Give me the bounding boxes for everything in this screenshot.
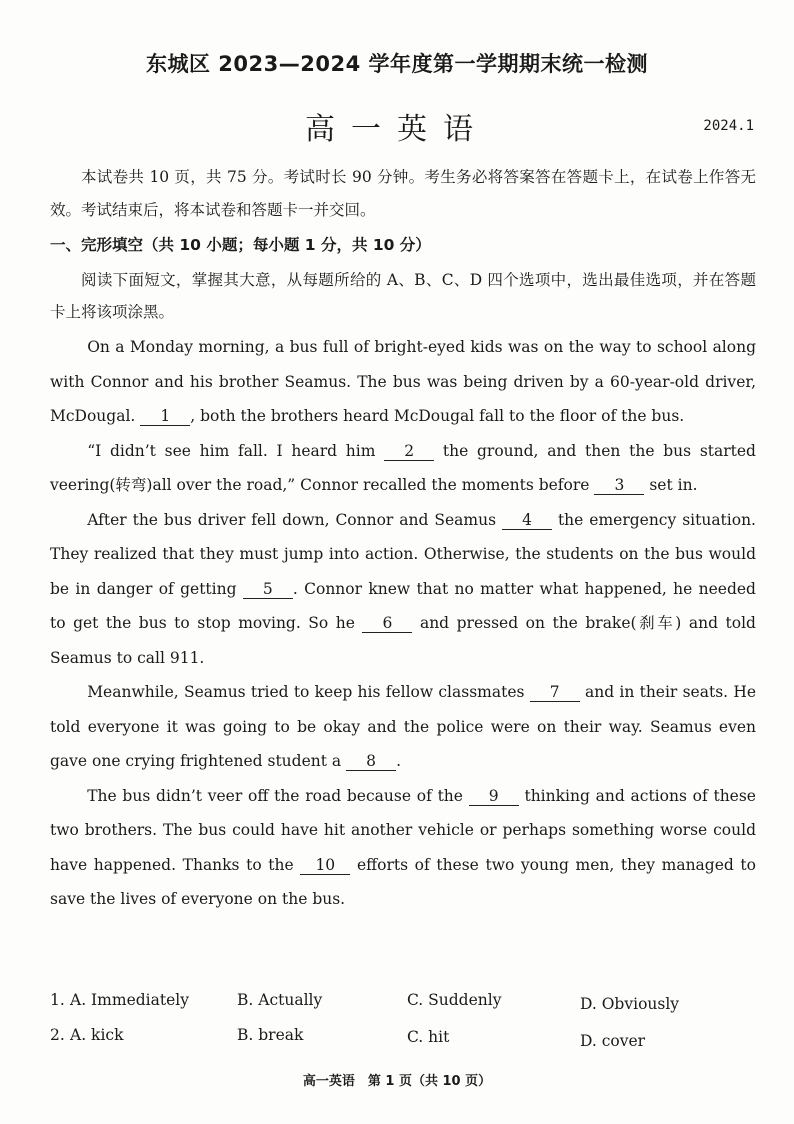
exam-instructions: 本试卷共 10 页，共 75 分。考试时长 90 分钟。考生务必将答案答在答题卡上，在试卷上作答无效。考试结束后，将本试卷和答题卡一并交回。 xyxy=(50,168,756,219)
passage-text: On a Monday morning, a bus full of bright-eyed kids was on the way to school along with Connor and his brother Seamus. The bus was being driven by a 60-year-old driver, McDougal. xyxy=(50,338,756,425)
blank-4: 4 xyxy=(502,511,552,530)
blank-2: 2 xyxy=(384,442,434,461)
subject-title: 高一英语 xyxy=(305,112,489,147)
question-number: 1. xyxy=(50,991,65,1009)
blank-3: 3 xyxy=(594,476,644,495)
passage-paragraph xyxy=(50,503,756,676)
option-c: C. Suddenly xyxy=(407,991,502,1009)
passage-text: and in their seats. He told everyone it was going to be okay and the police were on their way. Seamus even gave one crying frightened student a xyxy=(50,683,757,770)
section-instructions: 阅读下面短文，掌握其大意，从每题所给的 A、B、C、D 四个选项中，选出最佳选项，并在答题卡上将该项涂黑。 xyxy=(50,271,756,321)
blank-5: 5 xyxy=(243,580,293,599)
option-b: B. break xyxy=(237,1026,304,1044)
passage-paragraph xyxy=(50,675,756,779)
exam-date: 2024.1 xyxy=(703,118,754,134)
section-heading: 一、完形填空（共 10 小题；每小题 1 分，共 10 分） xyxy=(50,236,431,254)
option-d: D. cover xyxy=(580,1032,646,1050)
option-a: A. Immediately xyxy=(70,991,189,1009)
passage-paragraph xyxy=(50,434,756,503)
question-number: 2. xyxy=(50,1026,65,1044)
blank-6: 6 xyxy=(362,614,412,633)
page-footer: 高一英语 第 1 页（共 10 页） xyxy=(302,1074,492,1089)
passage-text: The bus didn’t veer off the road because of the xyxy=(87,786,463,805)
passage-text: , both the brothers heard McDougal fall to the floor of the bus. xyxy=(190,407,685,425)
blank-7: 7 xyxy=(530,683,580,702)
blank-9: 9 xyxy=(469,787,519,806)
option-c: C. hit xyxy=(407,1028,450,1046)
passage-text: . xyxy=(396,752,401,770)
blank-10: 10 xyxy=(300,856,350,875)
question-row-1 xyxy=(50,991,756,1015)
option-a: A. kick xyxy=(70,1026,124,1044)
passage-paragraph xyxy=(50,779,756,917)
passage-text: thinking and actions of these two brothers. The bus could have hit another vehicle or perhaps something worse could have happened. Thanks to the xyxy=(50,786,756,874)
passage-text: Meanwhile, Seamus tried to keep his fellow classmates xyxy=(87,683,525,701)
blank-8: 8 xyxy=(346,752,396,771)
passage-text: the ground, and then the bus started veering(转弯)all over the road,” Connor recalled the moments before xyxy=(50,441,756,494)
passage-text: and pressed on the brake(刹车) and told Seamus to call 911. xyxy=(50,614,756,667)
question-row-2 xyxy=(50,1026,756,1050)
exam-title: 东城区 2023—2024 学年度第一学期期末统一检测 xyxy=(145,52,648,76)
option-d: D. Obviously xyxy=(580,995,680,1013)
passage-text: “I didn’t see him fall. I heard him xyxy=(87,441,376,460)
passage-text: set in. xyxy=(649,476,698,494)
cloze-passage xyxy=(50,330,756,917)
passage-text: After the bus driver fell down, Connor and Seamus xyxy=(87,510,497,529)
blank-1: 1 xyxy=(140,407,190,426)
passage-text: efforts of these two young men, they managed to save the lives of everyone on the bus. xyxy=(50,855,756,908)
passage-paragraph xyxy=(50,330,756,434)
passage-text: . Connor knew that no matter what happened, he needed to get the bus to stop moving. So he xyxy=(50,579,756,632)
passage-text: the emergency situation. They realized that they must jump into action. Otherwise, the students on the bus would be in danger of getting xyxy=(50,510,756,598)
option-b: B. Actually xyxy=(237,991,323,1009)
